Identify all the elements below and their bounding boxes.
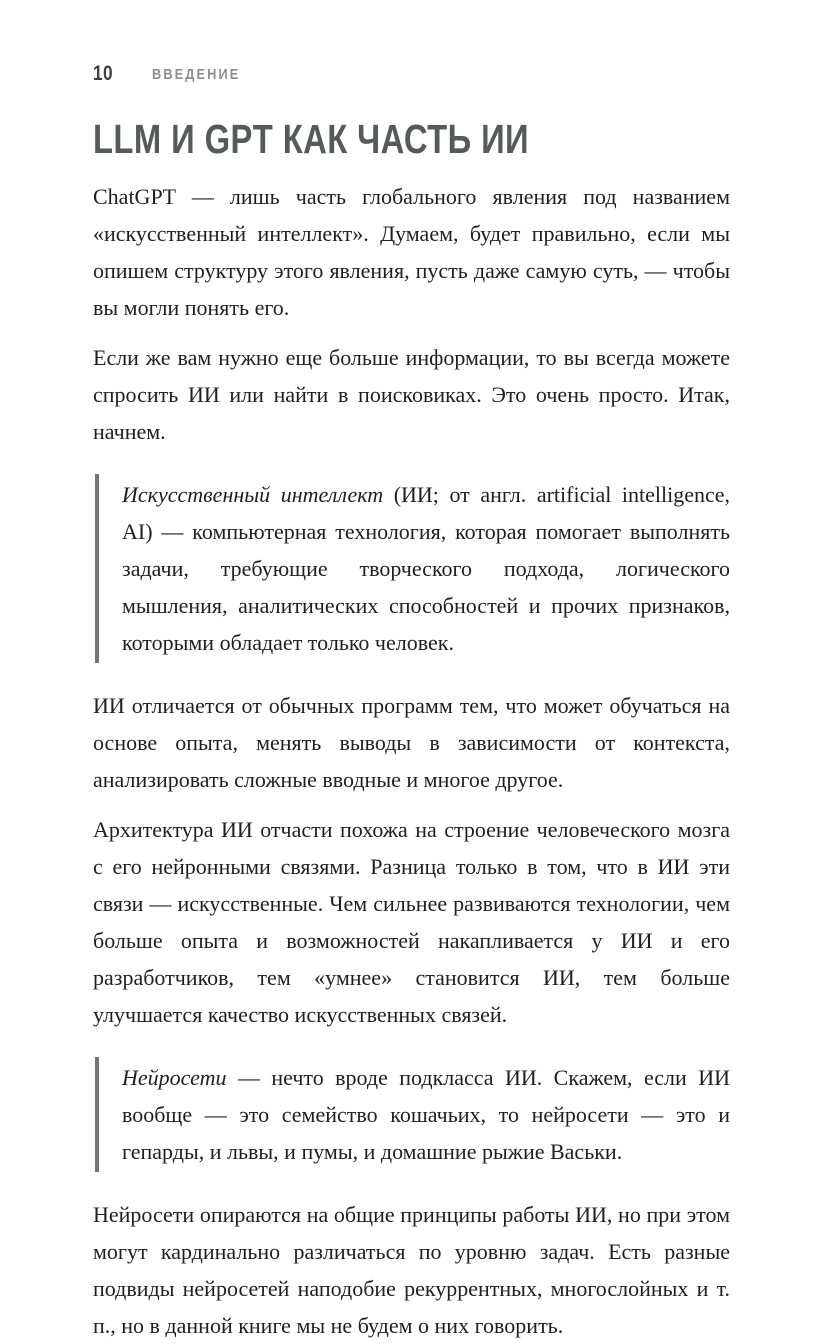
definition-term-neural-nets: Нейросети: [122, 1065, 227, 1090]
definition-body-ai: (ИИ; от англ. artificial intelligence, AI) — компьютерная технология, которая помогает выполнять задачи, требующие творческого подхода, логического мышления, аналитических способностей и прочих признаков, которыми обладает только человек.: [122, 482, 731, 655]
paragraph-ai-architecture: Архитектура ИИ отчасти похожа на строение человеческого мозга с его нейронными связями. Разница только в том, что в ИИ эти связи — искусственные. Чем сильнее развиваются технологии, чем больше опыта и возможностей накапливается у ИИ и его разработчиков, тем «умнее» становится ИИ, тем больше улучшается качество искусственных связей.: [93, 817, 730, 1027]
running-header: [93, 62, 730, 88]
definition-quote-neural-nets: [95, 1057, 730, 1172]
paragraph-intro-chatgpt: ChatGPT — лишь часть глобального явления под названием «искусственный интеллект». Думаем, будет правильно, если мы опишем структуру этого явления, пусть даже самую суть, — чтобы вы могли понять его.: [93, 184, 730, 320]
paragraph-more-info: Если же вам нужно еще больше информации, то вы всегда можете спросить ИИ или найти в поисковиках. Это очень просто. Итак, начнем.: [93, 345, 730, 444]
page-number: 10: [93, 62, 113, 85]
definition-term-ai: Искусственный интеллект: [122, 482, 384, 507]
running-head-label: ВВЕДЕНИЕ: [152, 66, 241, 83]
paragraph-ai-differs: ИИ отличается от обычных программ тем, что может обучаться на основе опыта, менять выводы в зависимости от контекста, анализировать сложные вводные и многое другое.: [93, 693, 730, 792]
chapter-title: LLM И GPT КАК ЧАСТЬ ИИ: [93, 116, 530, 162]
definition-body-neural-nets: — нечто вроде подкласса ИИ. Скажем, если ИИ вообще — это семейство кошачьих, то нейросети — это и гепарды, и львы, и пумы, и домашние рыжие Васьки.: [122, 1065, 730, 1164]
body-copy: [93, 178, 730, 1344]
paragraph-neural-nets-principles: Нейросети опираются на общие принципы работы ИИ, но при этом могут кардинально различаться по уровню задач. Есть разные подвиды нейросетей наподобие рекуррентных, многослойных и т. п., но в данной книге мы не будем о них говорить.: [93, 1202, 730, 1338]
definition-quote-ai: [95, 474, 730, 663]
